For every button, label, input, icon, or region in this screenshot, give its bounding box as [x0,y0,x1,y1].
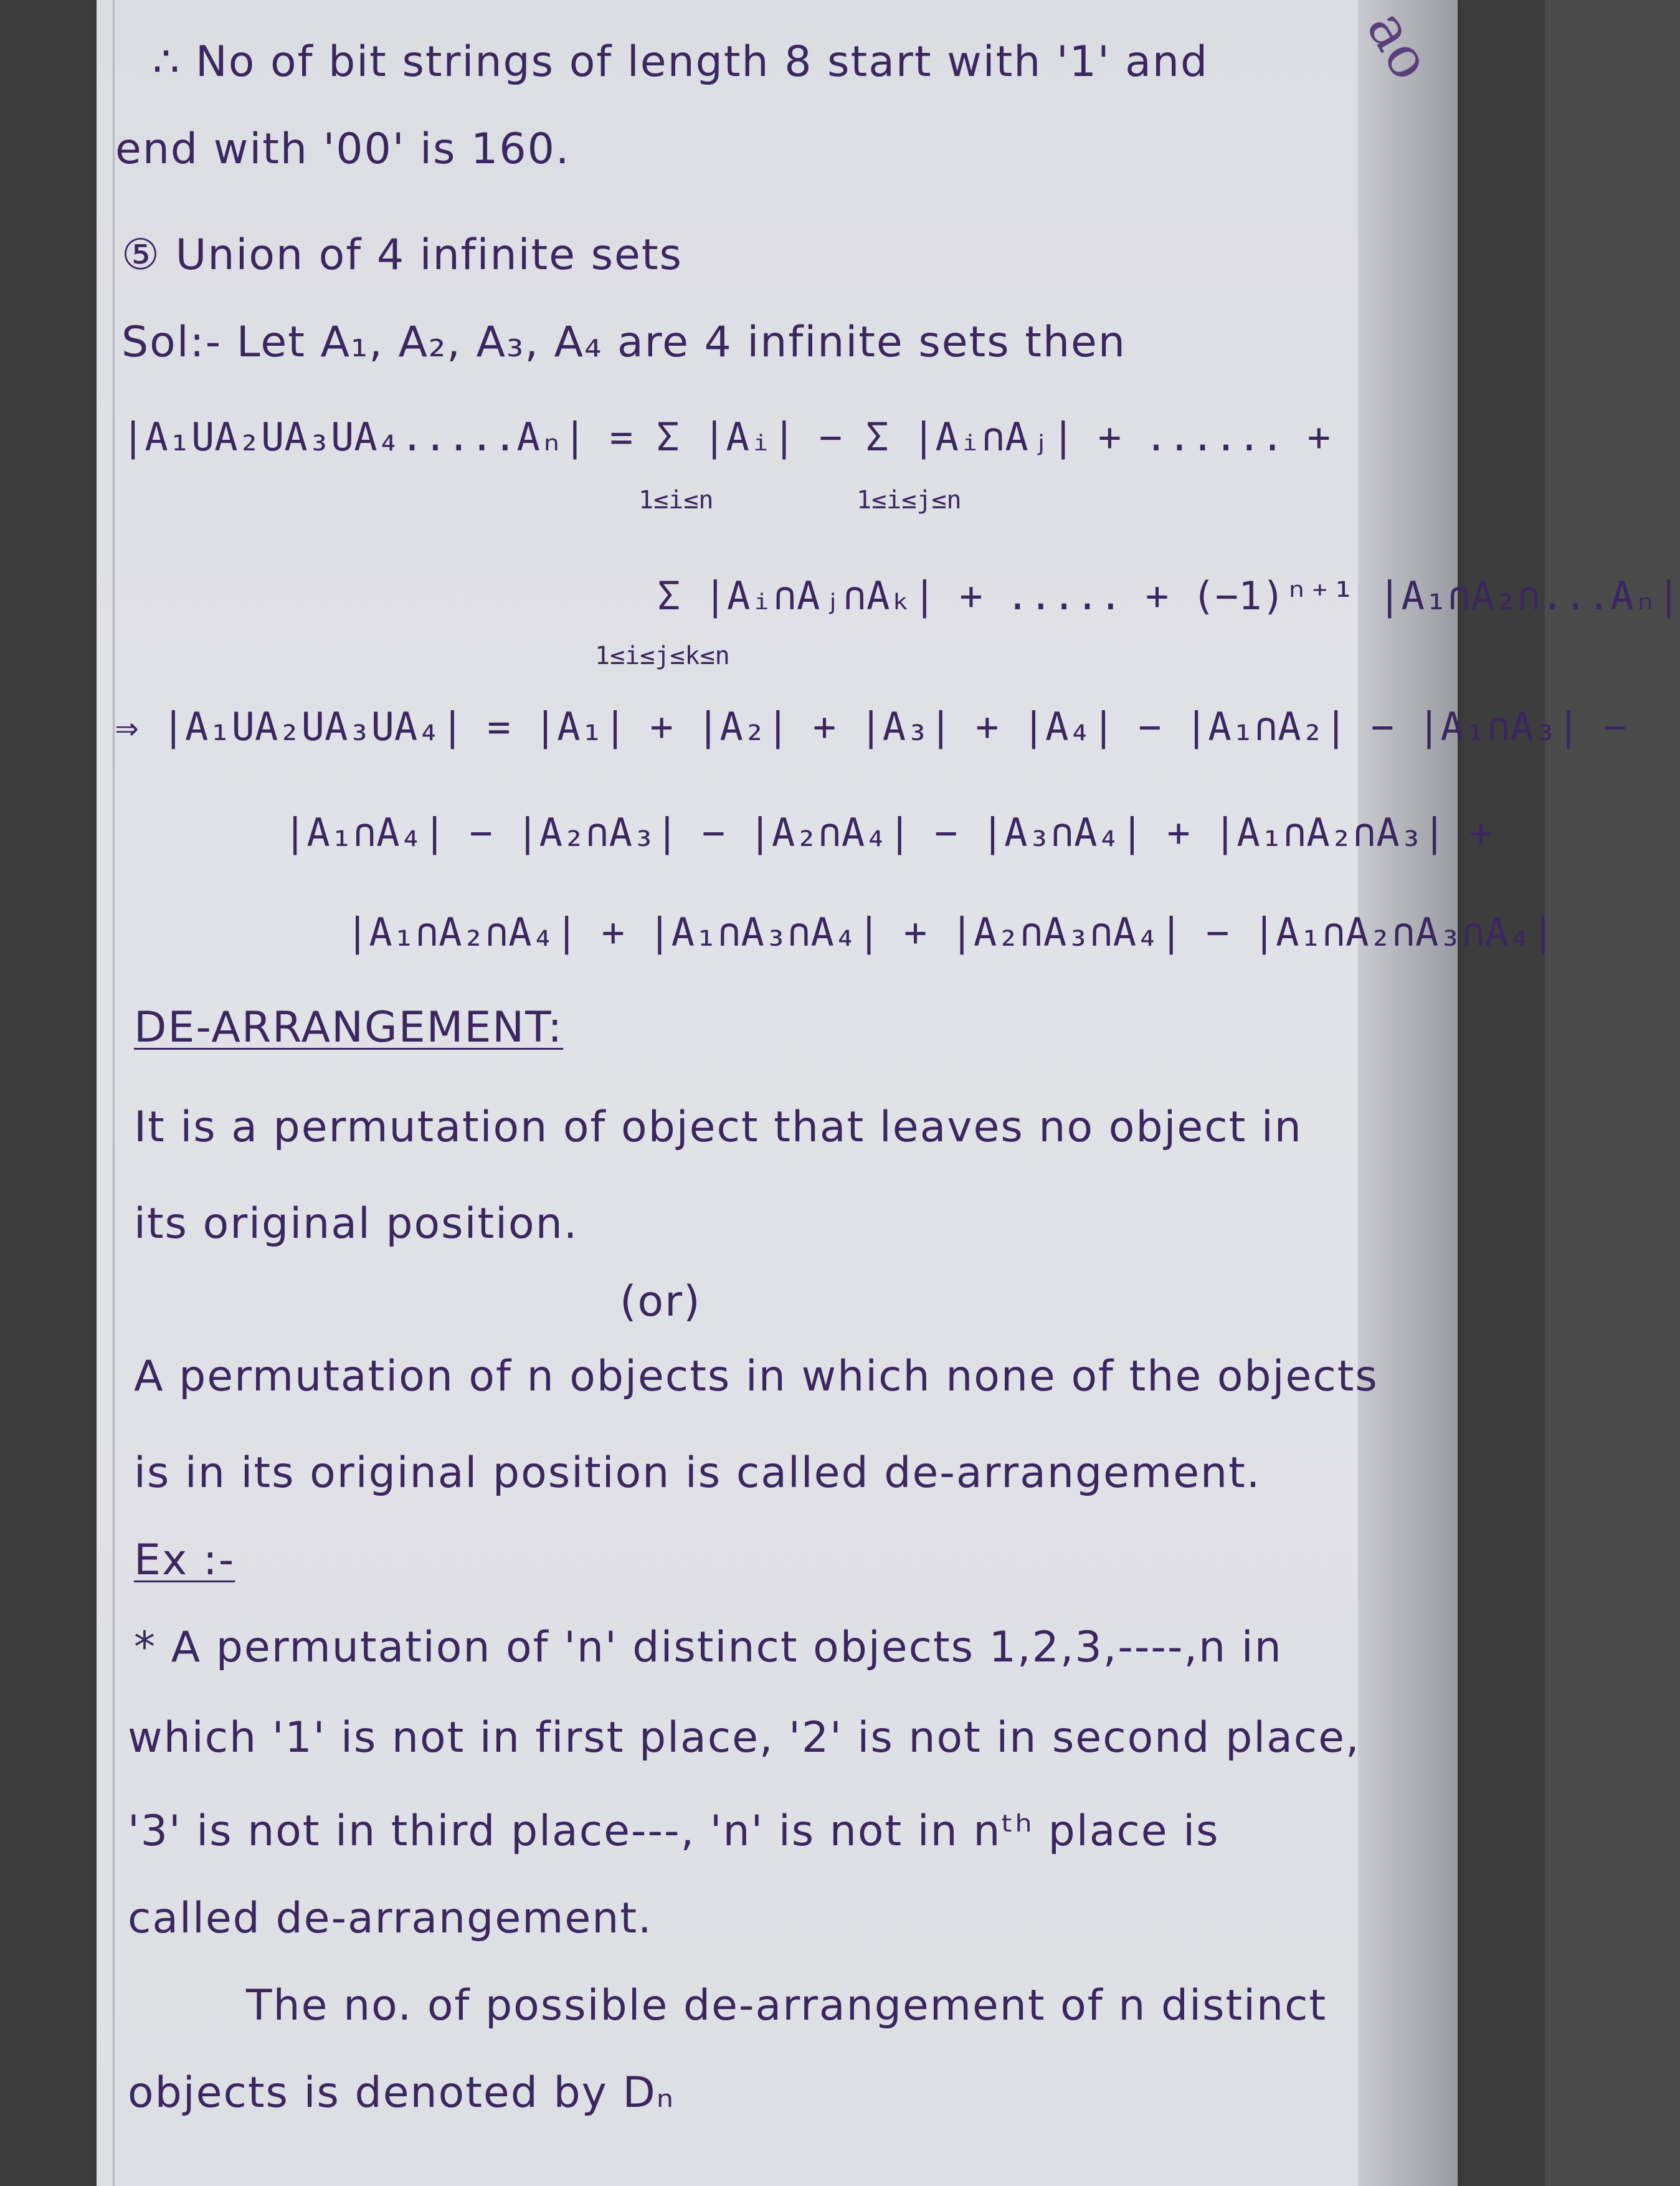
example-line-2: which '1' is not in first place, '2' is not in second place, [128,1713,1360,1762]
example-label: Ex :- [134,1536,235,1585]
dearrangement-heading: DE-ARRANGEMENT: [134,1003,564,1052]
page-edge [1358,0,1458,2186]
count-line-2: objects is denoted by Dₙ [128,2068,675,2117]
note-line-2: end with '00' is 160. [115,125,571,174]
definition-line-3: A permutation of n objects in which none of the objects [134,1352,1379,1401]
formula-subscript-2: 1≤i≤j≤n [857,486,962,515]
expansion-line-3: |A₁∩A₂∩A₄| + |A₁∩A₃∩A₄| + |A₂∩A₃∩A₄| − |A₁∩A₂∩A₃∩A₄| [346,910,1555,955]
example-line-1: * A permutation of 'n' distinct objects 1,2,3,----,n in [134,1623,1283,1672]
count-line-1: The no. of possible de-arrangement of n distinct [246,1981,1327,2030]
expansion-line-1: ⇒ |A₁UA₂UA₃UA₄| = |A₁| + |A₂| + |A₃| + |A₄| − |A₁∩A₂| − |A₁∩A₃| − [115,704,1627,749]
example-line-3: '3' is not in third place---, 'n' is not in nᵗʰ place is [128,1807,1220,1856]
definition-line-2: its original position. [134,1199,579,1248]
notebook-page [97,0,1680,2186]
note-line-1: ∴ No of bit strings of length 8 start with '1' and [153,37,1209,87]
example-line-4: called de-arrangement. [128,1894,653,1943]
corner-mark: ao [1354,0,1445,91]
expansion-line-2: |A₁∩A₄| − |A₂∩A₃| − |A₂∩A₄| − |A₃∩A₄| + |A₁∩A₂∩A₃| + [283,810,1493,855]
solution-line: Sol:- Let A₁, A₂, A₃, A₄ are 4 infinite sets then [121,318,1126,367]
margin-line [113,0,115,2186]
formula-line-1: |A₁UA₂UA₃UA₄.....Aₙ| = Σ |Aᵢ| − Σ |Aᵢ∩Aⱼ| + ...... + [121,414,1331,460]
definition-line-4: is in its original position is called de-arrangement. [134,1448,1261,1498]
formula-line-2: Σ |Aᵢ∩Aⱼ∩Aₖ| + ..... + (−1)ⁿ⁺¹ |A₁∩A₂∩...Aₙ| [657,573,1680,619]
or-label: (or) [620,1277,701,1326]
section-heading: ⑤ Union of 4 infinite sets [121,230,683,280]
formula-subscript-3: 1≤i≤j≤k≤n [595,642,730,670]
definition-line-1: It is a permutation of object that leaves no object in [134,1103,1303,1152]
formula-subscript-1: 1≤i≤n [638,486,714,515]
